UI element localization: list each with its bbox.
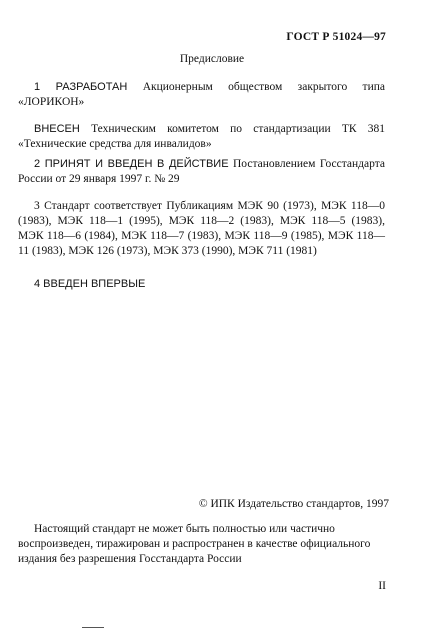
section-first-introduced xyxy=(18,277,385,292)
section-text: Акционерным обществом закрытого типа «ЛОРИКОН» xyxy=(18,81,385,108)
section-lead: ВНЕСЕН xyxy=(34,123,80,135)
section-conformity xyxy=(18,199,385,259)
section-text: Постановлением Госстандарта России от 29 января 1997 г. № 29 xyxy=(18,158,386,185)
page-number: II xyxy=(378,580,386,592)
standard-code: ГОСТ Р 51024—97 xyxy=(286,31,386,43)
scan-artifact-line xyxy=(82,627,104,628)
section-text: 3 Стандарт соответствует Публикациям МЭК 90 (1973), МЭК 118—0 (1983), МЭК 118—1 (1995), МЭК 118—2 (1983), МЭК 118—5 (1983), МЭК 118—6 (1984), МЭК 118—7 (1983), МЭК 118—9 (1985), МЭК 118—11 (1983), МЭК 126 (1973), МЭК 373 (1990), МЭК 711 (1981) xyxy=(18,200,385,257)
copyright-line: © ИПК Издательство стандартов, 1997 xyxy=(198,498,389,510)
reproduction-notice: Настоящий стандарт не может быть полностью или частично воспроизведен, тиражирован и распространен в качестве официального издания без разрешения Госстандарта России xyxy=(18,523,371,565)
section-adopted xyxy=(18,157,385,187)
section-lead: 1 РАЗРАБОТАН xyxy=(34,81,128,93)
section-text: Техническим комитетом по стандартизации ТК 381 «Технические средства для инвалидов» xyxy=(18,123,385,150)
section-introduced xyxy=(18,122,385,152)
section-lead: 2 ПРИНЯТ И ВВЕДЕН В ДЕЙСТВИЕ xyxy=(34,158,229,170)
section-developed xyxy=(18,80,385,110)
section-lead: 4 ВВЕДЕН ВПЕРВЫЕ xyxy=(34,278,146,290)
preface-title: Предисловие xyxy=(179,53,245,65)
